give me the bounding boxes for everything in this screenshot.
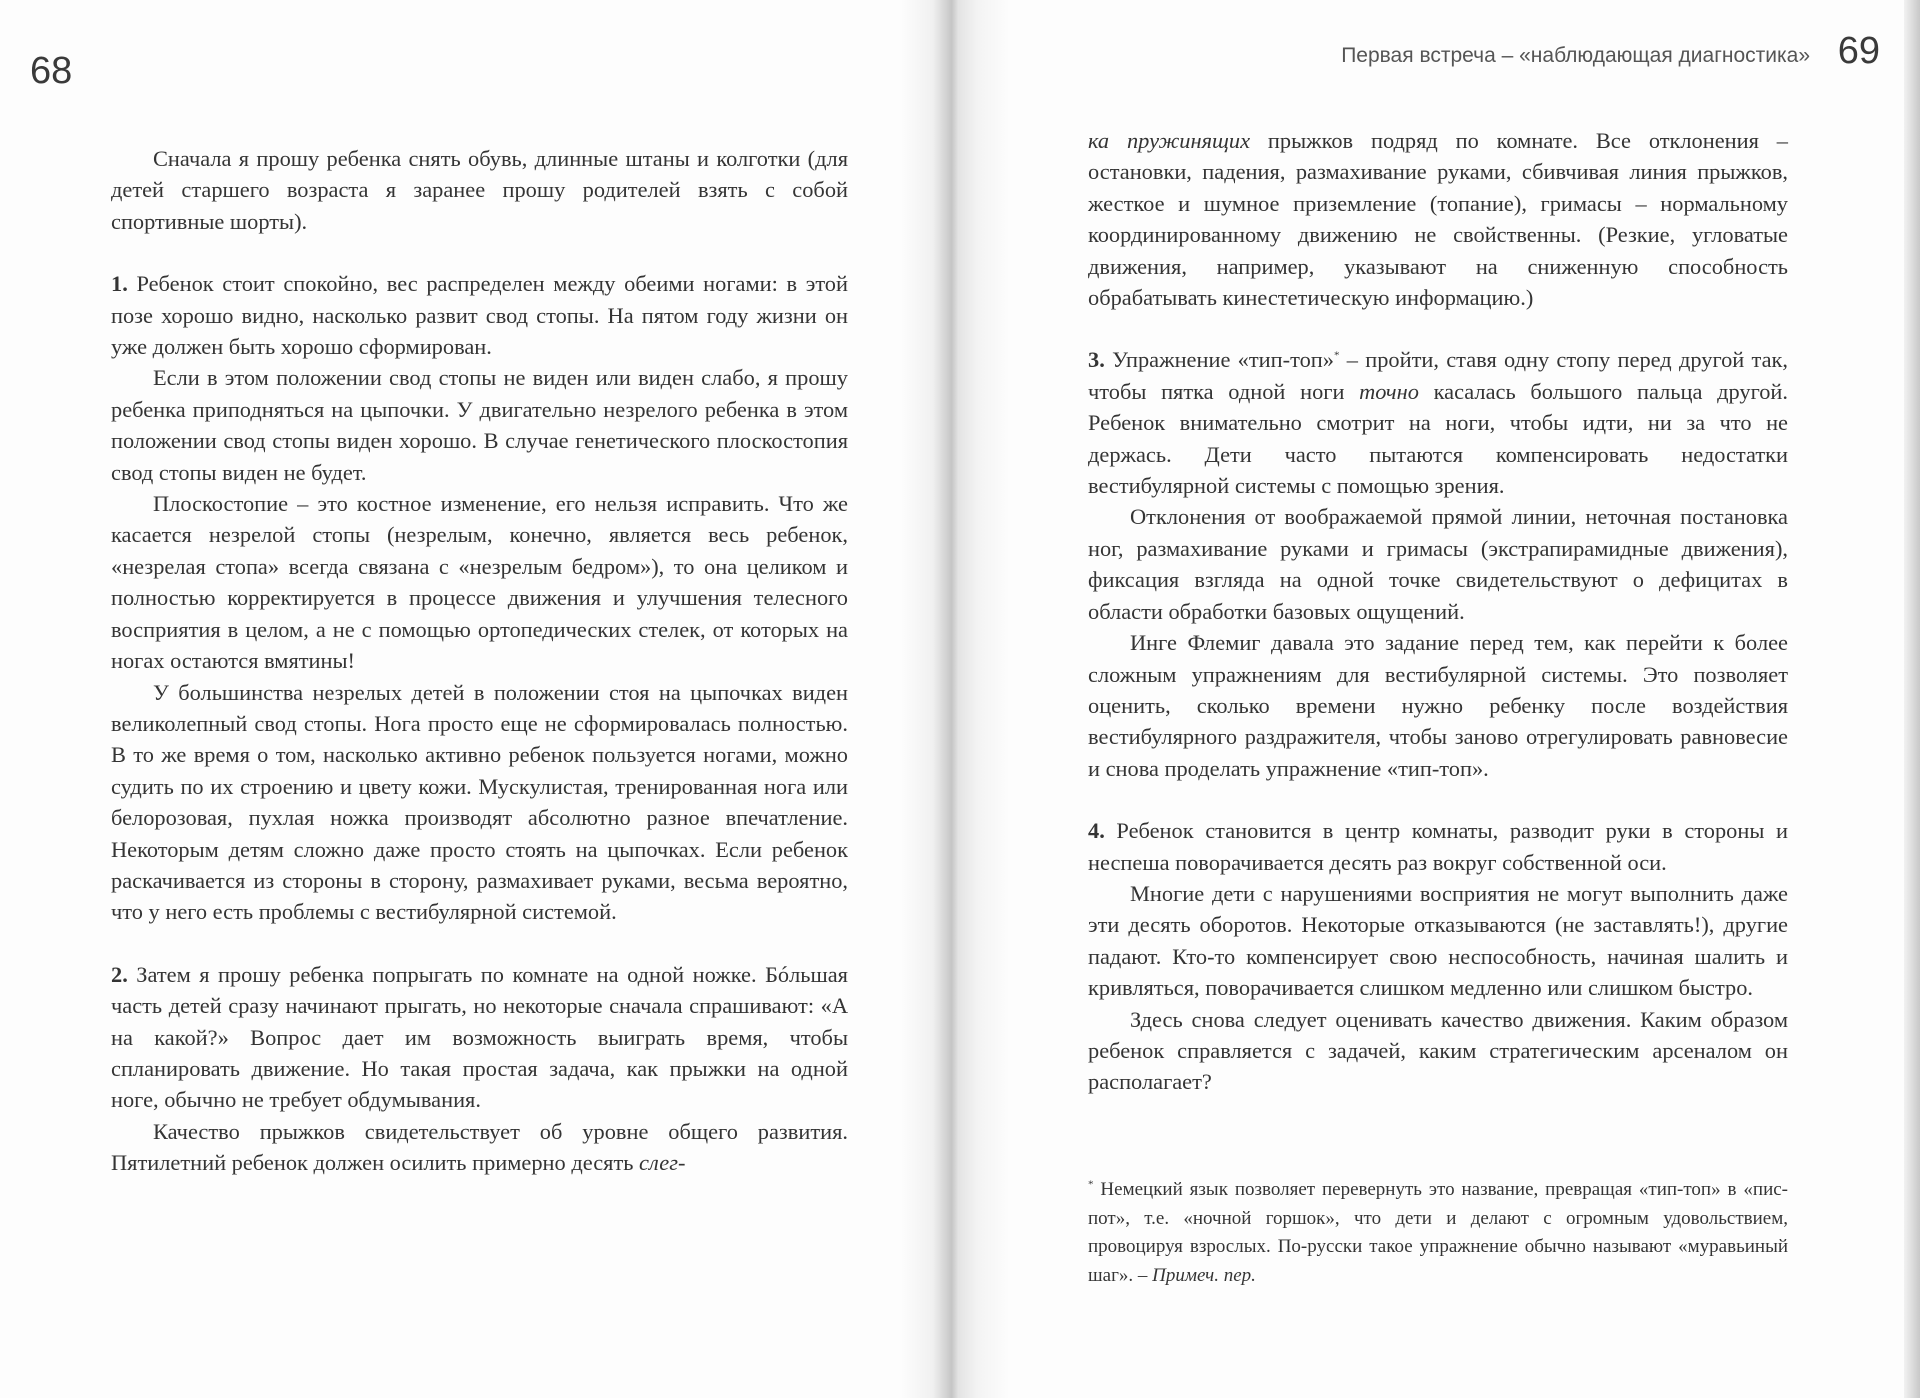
item-4-paragraph: [1088, 815, 1788, 878]
item-3-text-c: касалась большого пальца другой. Ребенок внимательно смотрит на ноги, чтобы идти, ни за что не держась. Дети часто пытаются компенсировать недостатки вестибулярной системы с помощью зрения.: [1088, 378, 1788, 499]
item-3-paragraph-2: Отклонения от воображаемой прямой линии, неточная постановка ног, размахивание руками и гримасы (экстрапирамидные движения), фиксация взгляда на одной точке свидетельствуют о дефицитах в области обработки базовых ощущений.: [1088, 504, 1788, 624]
item-1-paragraph-4: У большинства незрелых детей в положении стоя на цыпочках виден великолепный свод стопы. Нога просто еще не сформировалась полностью. В то же время о том, насколько активно ребенок пользуется ногами, можно судить по их строению и цвету кожи. Мускулистая, тренированная нога или белорозовая, пухлая ножка производят абсолютно разное впечатление. Некоторым детям сложно даже просто стоять на цыпочках. Если ребенок раскачивается из стороны в сторону, размахивает руками, весьма вероятно, что у него есть проблемы с вестибулярной системой.: [111, 679, 848, 925]
item-2-number: 2.: [111, 961, 128, 987]
footnote-reference: *: [1333, 349, 1340, 362]
footnote: [1088, 1176, 1788, 1290]
item-4-text: Ребенок становится в центр комнаты, разводит руки в стороны и неспеша поворачивается десять раз вокруг собственной оси.: [1088, 818, 1788, 875]
item-4-number: 4.: [1088, 818, 1105, 844]
item-1-text: Ребенок стоит спокойно, вес распределен между обеими ногами: в этой позе хорошо видно, насколько развит свод стопы. На пятом году жизни он уже должен быть хорошо сформирован.: [111, 271, 848, 360]
right-page: [948, 0, 1920, 1398]
page-number-left: 68: [30, 50, 73, 92]
item-4-paragraph-2: Многие дети с нарушениями восприятия не могут выполнить даже эти десять оборотов. Некоторые отказываются (не заставлять!), другие падают. Кто-то компенсирует свою неспособность, начиная шалить и кривляться, поворачивается слишком медленно или слишком быстро.: [1088, 880, 1788, 1001]
item-3-paragraph: [1088, 344, 1788, 501]
right-page-text: [1088, 125, 1788, 1098]
footnote-text: Немецкий язык позволяет перевернуть это название, превращая «тип-топ» в «пис-пот», т.е. «ночной горшок», что дети и делают с огромным удовольствием, провоцируя взрослых. По-русски такое упражнение обычно называют «муравьиный шаг». –: [1088, 1179, 1788, 1286]
item-2-paragraph-2: [111, 1116, 848, 1179]
item-2-text: Затем я прошу ребенка попрыгать по комнате на одной ножке. Бóльшая часть детей сразу начинают прыгать, но некоторые сначала спрашивают: «А на какой?» Вопрос дает им возможность выиграть время, чтобы спланировать движение. Но такая простая задача, как прыжки на одной ноге, обычно не требует обдумывания.: [111, 961, 848, 1113]
item-1-paragraph: [111, 268, 848, 362]
page-edge: [1904, 0, 1920, 1398]
footnote-paragraph: [1088, 1176, 1788, 1290]
item-2-paragraph: [111, 959, 848, 1116]
item-3-paragraph-3: Инге Флемиг давала это задание перед тем, как перейти к более сложным упражнениям для вестибулярной системы. Это позволяет оценить, сколько времени нужно ребенку после воздействия вестибулярного раздражителя, чтобы заново отрегулировать равновесие и снова проделать упражнение «тип-топ».: [1088, 630, 1788, 781]
footnote-italic: Примеч. пер.: [1152, 1264, 1256, 1286]
item-4-paragraph-3: Здесь снова следует оценивать качество движения. Каким образом ребенок справляется с задачей, каким стратегическим арсеналом он располагает?: [1088, 1006, 1788, 1095]
item-1-paragraph-2: Если в этом положении свод стопы не виден или виден слабо, я прошу ребенка приподняться на цыпочки. У двигательно незрелого ребенка в этом положении свод стопы виден хорошо. В случае генетического плоскостопия свод стопы виден не будет.: [111, 365, 848, 485]
page-number-right: 69: [1837, 30, 1880, 72]
item-2-paragraph-2-italic: слег-: [639, 1150, 686, 1176]
left-page: [0, 0, 948, 1398]
continuation-paragraph: [1088, 125, 1788, 313]
item-1-paragraph-3: Плоскостопие – это костное изменение, его нельзя исправить. Что же касается незрелой стопы (незрелым, конечно, является весь ребенок, «незрелая стопа» всегда связана с «незрелым бедром»), то она целиком и полностью корректируется в процессе движения и улучшения телесного восприятия в целом, а не с помощью ортопедических стелек, от которых на ногах остаются вмятины!: [111, 491, 848, 674]
item-3-text-a: Упражнение «тип-топ»: [1112, 347, 1334, 373]
left-page-text: [111, 143, 848, 1179]
item-1-number: 1.: [111, 271, 128, 297]
footnote-mark: *: [1088, 1178, 1094, 1191]
item-3-italic: точно: [1359, 378, 1419, 404]
running-head: Первая встреча – «наблюдающая диагностика»: [1341, 44, 1810, 67]
continuation-text: прыжков подряд по комнате. Все отклонения – остановки, падения, размахивание руками, сбивчивая линия прыжков, жесткое и шумное приземление (топание), гримасы – нормальному координированному движению не свойственны. (Резкие, угловатые движения, например, указывают на сниженную способность обрабатывать кинестетическую информацию.): [1088, 128, 1788, 311]
intro-paragraph: Сначала я прошу ребенка снять обувь, длинные штаны и колготки (для детей старшего возраста я заранее прошу родителей взять с собой спортивные шорты).: [111, 146, 848, 234]
continuation-italic: ка пружинящих: [1088, 128, 1251, 153]
item-3-number: 3.: [1088, 347, 1105, 373]
item-3-text-b: – пройти, ставя одну стопу перед другой так, чтобы пятка одной ноги: [1088, 347, 1789, 404]
item-2-paragraph-2-text: Качество прыжков свидетельствует об уровне общего развития. Пятилетний ребенок должен осилить примерно десять: [111, 1118, 848, 1176]
